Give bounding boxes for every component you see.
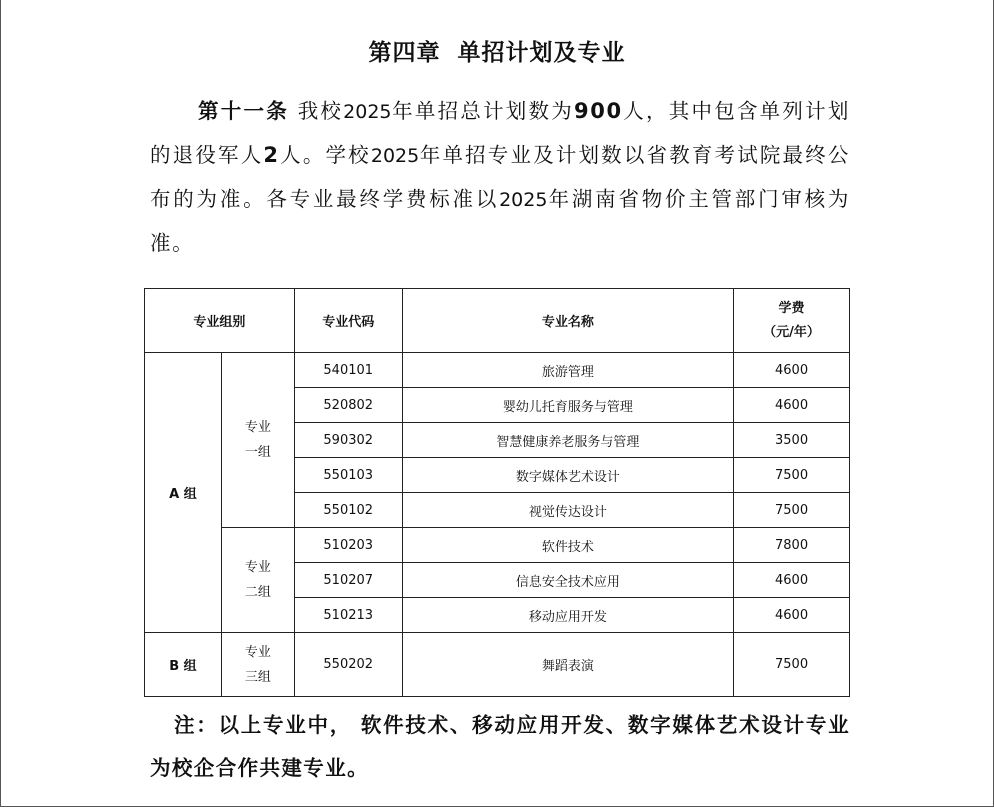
article-text-2: 年单招总计划数为	[391, 99, 575, 123]
table-row	[145, 353, 850, 388]
major-code: 550202	[294, 633, 402, 697]
article-text-3: 人，其中包含单列计划的退役军人	[150, 99, 850, 167]
major-code: 550103	[294, 458, 402, 493]
article-year-3: 2025	[499, 189, 548, 211]
article-text-1: 我校	[297, 99, 344, 123]
article-eleven	[150, 90, 850, 265]
major-name: 数字媒体艺术设计	[402, 458, 733, 493]
chapter-title: 第四章 单招计划及专业	[368, 39, 626, 66]
major-code: 520802	[294, 388, 402, 423]
major-name: 软件技术	[402, 528, 733, 563]
subgroup-3-cell	[221, 633, 294, 697]
group-a-cell: A 组	[145, 353, 222, 633]
major-fee: 4600	[734, 563, 850, 598]
article-veterans-count: 2	[263, 143, 280, 167]
article-text-6: 年湖南省物价主管部门审核为准。	[150, 187, 850, 255]
major-name: 智慧健康养老服务与管理	[402, 423, 733, 458]
major-code: 510203	[294, 528, 402, 563]
header-code: 专业代码	[294, 289, 402, 353]
article-year-1: 2025	[343, 101, 392, 123]
major-fee: 7500	[734, 493, 850, 528]
major-fee: 7800	[734, 528, 850, 563]
major-fee: 3500	[734, 423, 850, 458]
subgroup-3-line1: 专业	[244, 644, 271, 660]
major-name: 移动应用开发	[402, 598, 733, 633]
article-number: 第十一条	[198, 99, 289, 123]
major-fee: 4600	[734, 388, 850, 423]
major-fee: 7500	[734, 633, 850, 697]
major-fee: 4600	[734, 598, 850, 633]
article-text-5: 年单招专业及计划数以省教育考试院最终公布的为准。各专业最终学费标准以	[150, 143, 850, 211]
major-name: 舞蹈表演	[402, 633, 733, 697]
major-code: 550102	[294, 493, 402, 528]
subgroup-1-line2: 一组	[244, 445, 271, 460]
article-text-4: 人。学校	[279, 143, 371, 167]
major-fee: 4600	[734, 353, 850, 388]
header-group: 专业组别	[145, 289, 295, 353]
admission-plan-table	[144, 288, 850, 697]
major-name: 视觉传达设计	[402, 493, 733, 528]
table-row	[145, 633, 850, 697]
header-fee-line2: （元/年）	[763, 324, 820, 340]
major-code: 510213	[294, 598, 402, 633]
header-fee-line1: 学费	[778, 300, 805, 316]
table-row	[145, 528, 850, 563]
article-total-plan: 900	[574, 99, 623, 123]
major-code: 540101	[294, 353, 402, 388]
major-name: 婴幼儿托育服务与管理	[402, 388, 733, 423]
article-year-2: 2025	[370, 145, 420, 167]
major-fee: 7500	[734, 458, 850, 493]
header-name: 专业名称	[402, 289, 733, 353]
major-name: 信息安全技术应用	[402, 563, 733, 598]
subgroup-3-line2: 三组	[244, 669, 271, 685]
group-b-cell: B 组	[145, 633, 222, 697]
subgroup-2-line2: 二组	[244, 585, 271, 600]
major-code: 510207	[294, 563, 402, 598]
table-header-row	[145, 289, 850, 353]
subgroup-1-cell	[221, 353, 294, 528]
subgroup-2-cell	[221, 528, 294, 633]
table-note: 注：以上专业中， 软件技术、移动应用开发、数字媒体艺术设计专业为校企合作共建专业。	[150, 713, 850, 780]
subgroup-2-line1: 专业	[244, 560, 271, 575]
subgroup-1-line1: 专业	[244, 420, 271, 435]
header-fee	[734, 289, 850, 353]
major-name: 旅游管理	[402, 353, 733, 388]
major-code: 590302	[294, 423, 402, 458]
